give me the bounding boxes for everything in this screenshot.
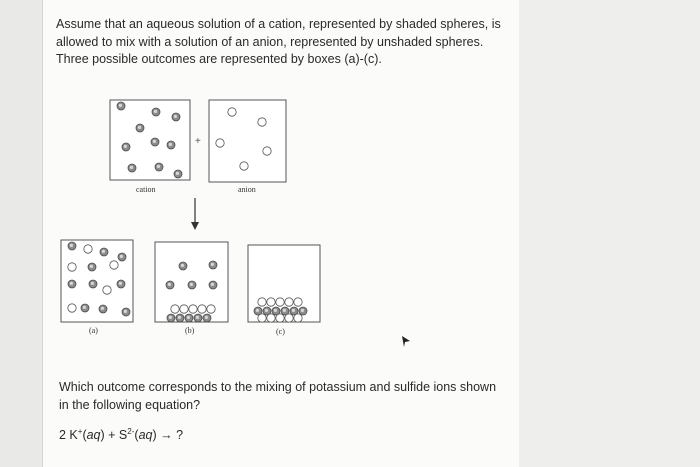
equation-part: ) → ? — [152, 428, 184, 442]
outcome-c-label: (c) — [276, 327, 285, 336]
equation-part: ) + S — [100, 428, 128, 442]
phase-label: aq — [138, 428, 153, 442]
question-intro: Assume that an aqueous solution of a cation, represented by shaded spheres, is allowed to mix with a solution of an anion, represented by unshaded spheres. Three possible outcomes are represented by boxes (a)-(c). — [56, 17, 501, 66]
charge-superscript: + — [77, 427, 83, 436]
reaction-arrow — [191, 198, 199, 230]
outcome-a-label: (a) — [89, 326, 98, 335]
cation-box — [110, 100, 190, 180]
anion-label: anion — [238, 185, 256, 194]
question-prompt: Which outcome corresponds to the mixing of potassium and sulfide ions shown in the following equation? — [59, 380, 497, 412]
plus-sign: + — [195, 136, 201, 147]
charge-superscript: 2- — [127, 427, 135, 436]
cation-label: cation — [136, 185, 156, 194]
outcome-b-label: (b) — [185, 326, 195, 335]
reaction-equation — [59, 423, 183, 445]
equation-part: ( — [82, 428, 87, 442]
mouse-cursor-icon — [402, 336, 410, 347]
equation-part: ( — [134, 428, 139, 442]
phase-label: aq — [86, 428, 101, 442]
equation-part: 2 K — [59, 428, 78, 442]
